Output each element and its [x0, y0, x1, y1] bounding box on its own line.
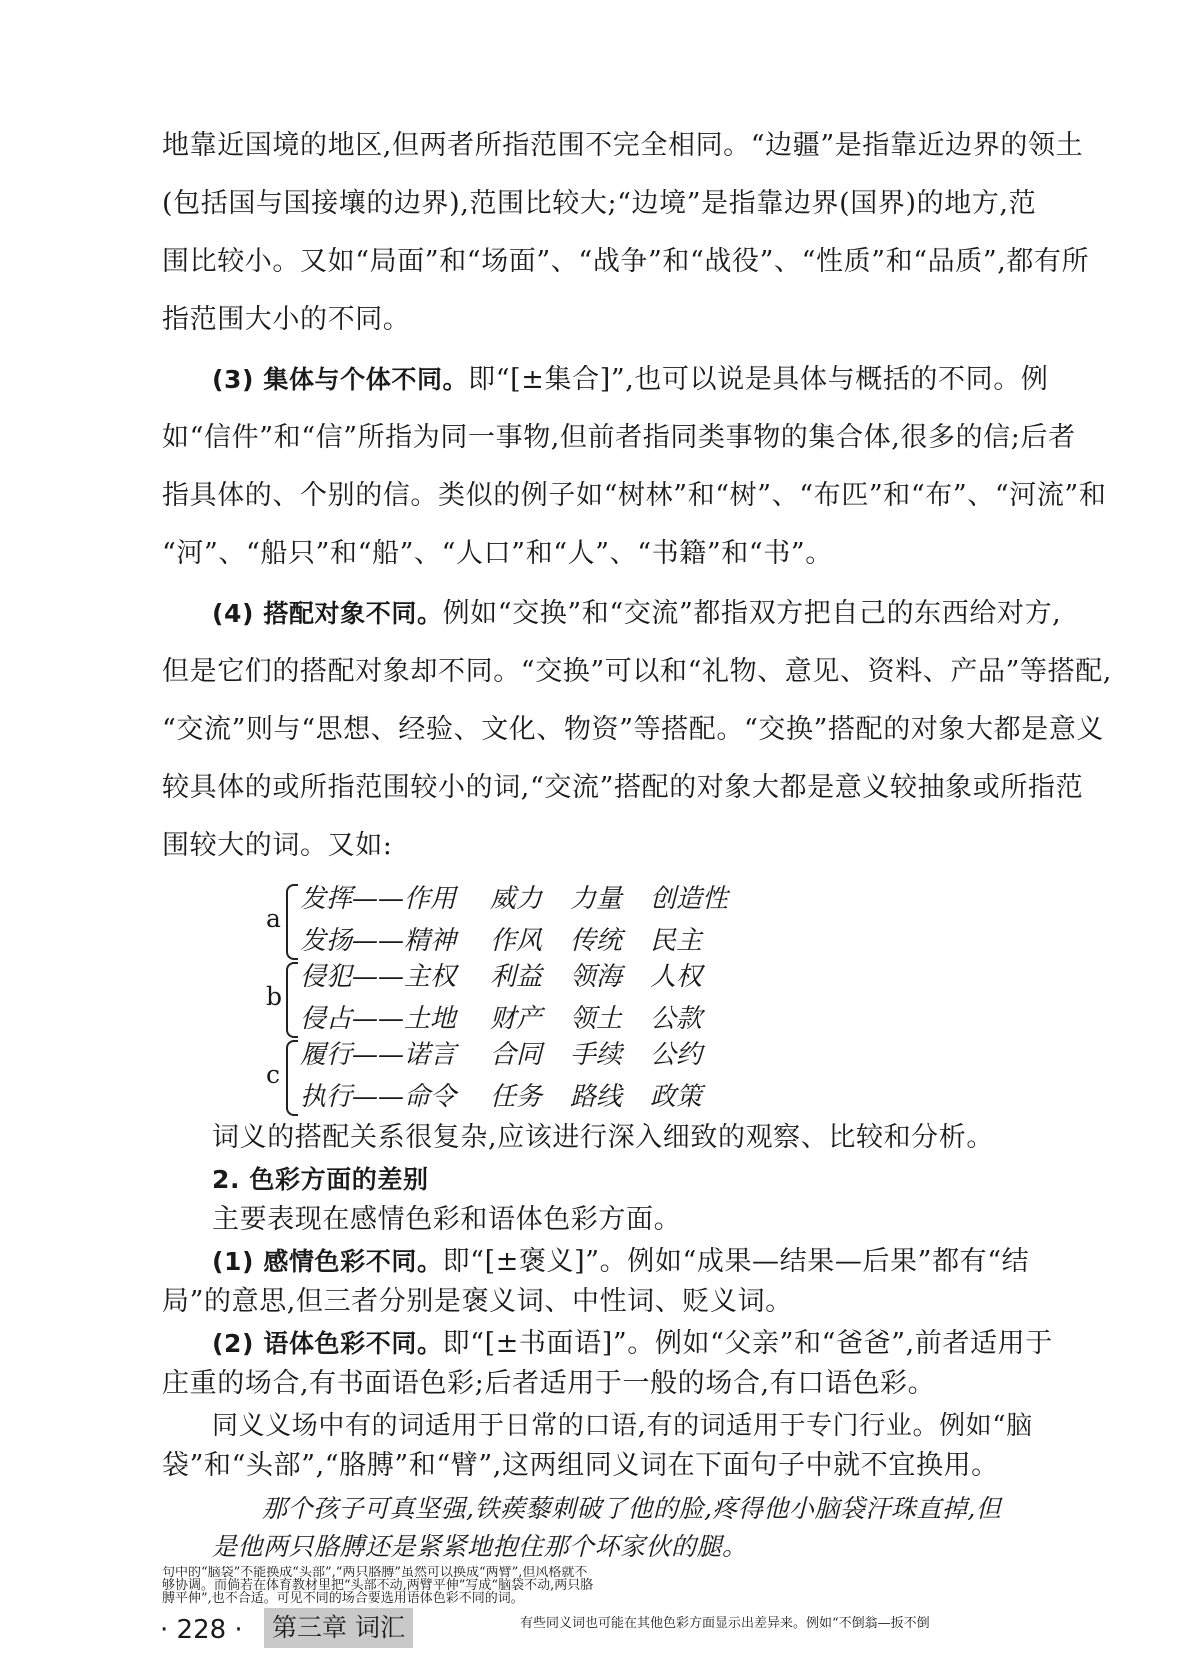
- collocation-row: [300, 1078, 730, 1116]
- text-line: 指具体的、个别的信。类似的例子如“树林”和“树”、“布匹”和“布”、“河流”和: [162, 480, 1107, 511]
- collocation-object: 创造性: [650, 884, 729, 914]
- collocation-object: 公约: [650, 1040, 703, 1070]
- collocation-row: [300, 958, 730, 996]
- section3-heading: (3) 集体与个体不同。: [212, 365, 469, 394]
- collocation-object: 任务: [490, 1082, 543, 1112]
- text-line: 但是它们的搭配对象却不同。“交换”可以和“礼物、意见、资料、产品”等搭配,: [162, 656, 1112, 687]
- item2-first-line: [212, 1324, 1112, 1364]
- brace-icon: [286, 884, 298, 960]
- collocation-group-c: [262, 1036, 782, 1118]
- text-line: 指范围大小的不同。: [162, 304, 411, 335]
- collocation-object: 政策: [650, 1082, 703, 1112]
- text-line: 如“信件”和“信”所指为同一事物,但前者指同类事物的集合体,很多的信;后者: [162, 422, 1076, 453]
- group-letter: a: [266, 904, 281, 933]
- section3-first-line: [212, 360, 1112, 400]
- collocation-object: 领土: [570, 1004, 623, 1034]
- text-span: 即“[±书面语]”。例如“父亲”和“爸爸”,前者适用于: [442, 1328, 1053, 1359]
- collocation-row: [300, 1000, 730, 1038]
- collocation-object: 威力: [490, 884, 543, 914]
- closing-paragraphs: [162, 1566, 1062, 1606]
- text-line: 句中的“脑袋”不能换成“头部”,“两只胳膊”虽然可以换成“两臂”,但风格就不: [162, 1566, 588, 1580]
- collocation-object: 手续: [570, 1040, 623, 1070]
- text-line: 局”的意思,但三者分别是褒义词、中性词、贬义词。: [162, 1286, 793, 1317]
- collocation-group-a: [262, 880, 782, 962]
- collocation-head: 侵犯——主权: [300, 962, 457, 992]
- text-span: 即“[±褒义]”。例如“成果—结果—后果”都有“结: [442, 1246, 1030, 1277]
- text-line: 词义的搭配关系很复杂,应该进行深入细致的观察、比较和分析。: [212, 1122, 994, 1153]
- collocation-head: 执行——命令: [300, 1082, 457, 1112]
- item1-first-line: [212, 1242, 1112, 1282]
- brace-icon: [286, 962, 298, 1038]
- group-letter: c: [266, 1060, 281, 1089]
- text-line: 围较大的词。又如:: [162, 830, 393, 861]
- text-line: “河”、“船只”和“船”、“人口”和“人”、“书籍”和“书”。: [162, 538, 833, 569]
- section-heading: 2. 色彩方面的差别: [212, 1165, 429, 1194]
- collocation-group-b: [262, 958, 782, 1040]
- text-line: 围比较小。又如“局面”和“场面”、“战争”和“战役”、“性质”和“品质”,都有所: [162, 246, 1090, 277]
- collocation-object: 人权: [650, 962, 703, 992]
- text-line: 够协调。而倘若在体育教材里把“头部不动,两臂平伸”写成“脑袋不动,两只胳: [162, 1578, 594, 1593]
- text-line: 主要表现在感情色彩和语体色彩方面。: [212, 1204, 682, 1235]
- quote-line: 那个孩子可真坚强,铁蒺藜刺破了他的脸,疼得他小脑袋汗珠直掉,但: [262, 1494, 1002, 1523]
- text-span: 例如“交换”和“交流”都指双方把自己的东西给对方,: [442, 598, 1062, 629]
- text-line: 袋”和“头部”,“胳膊”和“臂”,这两组同义词在下面句子中就不宜换用。: [162, 1450, 999, 1481]
- page-number: · 228 ·: [160, 1615, 243, 1645]
- item2-heading: (2) 语体色彩不同。: [212, 1329, 443, 1358]
- collocation-object: 领海: [570, 962, 623, 992]
- text-line: “交流”则与“思想、经验、文化、物资”等搭配。“交换”搭配的对象大都是意义: [162, 714, 1105, 745]
- item1-heading: (1) 感情色彩不同。: [212, 1247, 443, 1276]
- collocation-object: 财产: [490, 1004, 543, 1034]
- chapter-label: 第三章 词汇: [264, 1608, 413, 1648]
- text-line: 有些同义词也可能在其他色彩方面显示出差异来。例如“不倒翁—扳不倒: [520, 1616, 930, 1631]
- text-line: 膊平伸”,也不合适。可见不同的场合要选用语体色彩不同的词。: [162, 1591, 524, 1606]
- group-letter: b: [266, 982, 283, 1011]
- collocation-object: 路线: [570, 1082, 623, 1112]
- collocation-object: 合同: [490, 1040, 543, 1070]
- collocation-head: 发扬——精神: [300, 926, 457, 956]
- collocation-row: [300, 1036, 730, 1074]
- collocation-object: 公款: [650, 1004, 703, 1034]
- text-line: 较具体的或所指范围较小的词,“交流”搭配的对象大都是意义较抽象或所指范: [162, 772, 1084, 803]
- collocation-head: 履行——诺言: [300, 1040, 457, 1070]
- collocation-row: [300, 880, 730, 918]
- collocation-object: 力量: [570, 884, 623, 914]
- collocation-head: 发挥——作用: [300, 884, 457, 914]
- collocation-object: 民主: [650, 926, 703, 956]
- text-line: 同义义场中有的词适用于日常的口语,有的词适用于专门行业。例如“脑: [212, 1411, 1033, 1441]
- brace-icon: [286, 1040, 298, 1116]
- text-line: 庄重的场合,有书面语色彩;后者适用于一般的场合,有口语色彩。: [162, 1368, 936, 1399]
- collocation-object: 利益: [490, 962, 543, 992]
- section4-first-line: [212, 594, 1112, 634]
- collocation-object: 作风: [490, 926, 543, 956]
- collocation-row: [300, 922, 730, 960]
- quote-line: 是他两只胳膊还是紧紧地抱住那个坏家伙的腿。: [212, 1532, 748, 1561]
- text-line: 地靠近国境的地区,但两者所指范围不完全相同。“边疆”是指靠近边界的领土: [162, 130, 1084, 161]
- section4-heading: (4) 搭配对象不同。: [212, 599, 443, 628]
- text-line: (包括国与国接壤的边界),范围比较大;“边境”是指靠边界(国界)的地方,范: [162, 188, 1037, 219]
- text-span: 即“[±集合]”,也可以说是具体与概括的不同。例: [468, 364, 1049, 395]
- collocation-head: 侵占——土地: [300, 1004, 457, 1034]
- collocation-object: 传统: [570, 926, 623, 956]
